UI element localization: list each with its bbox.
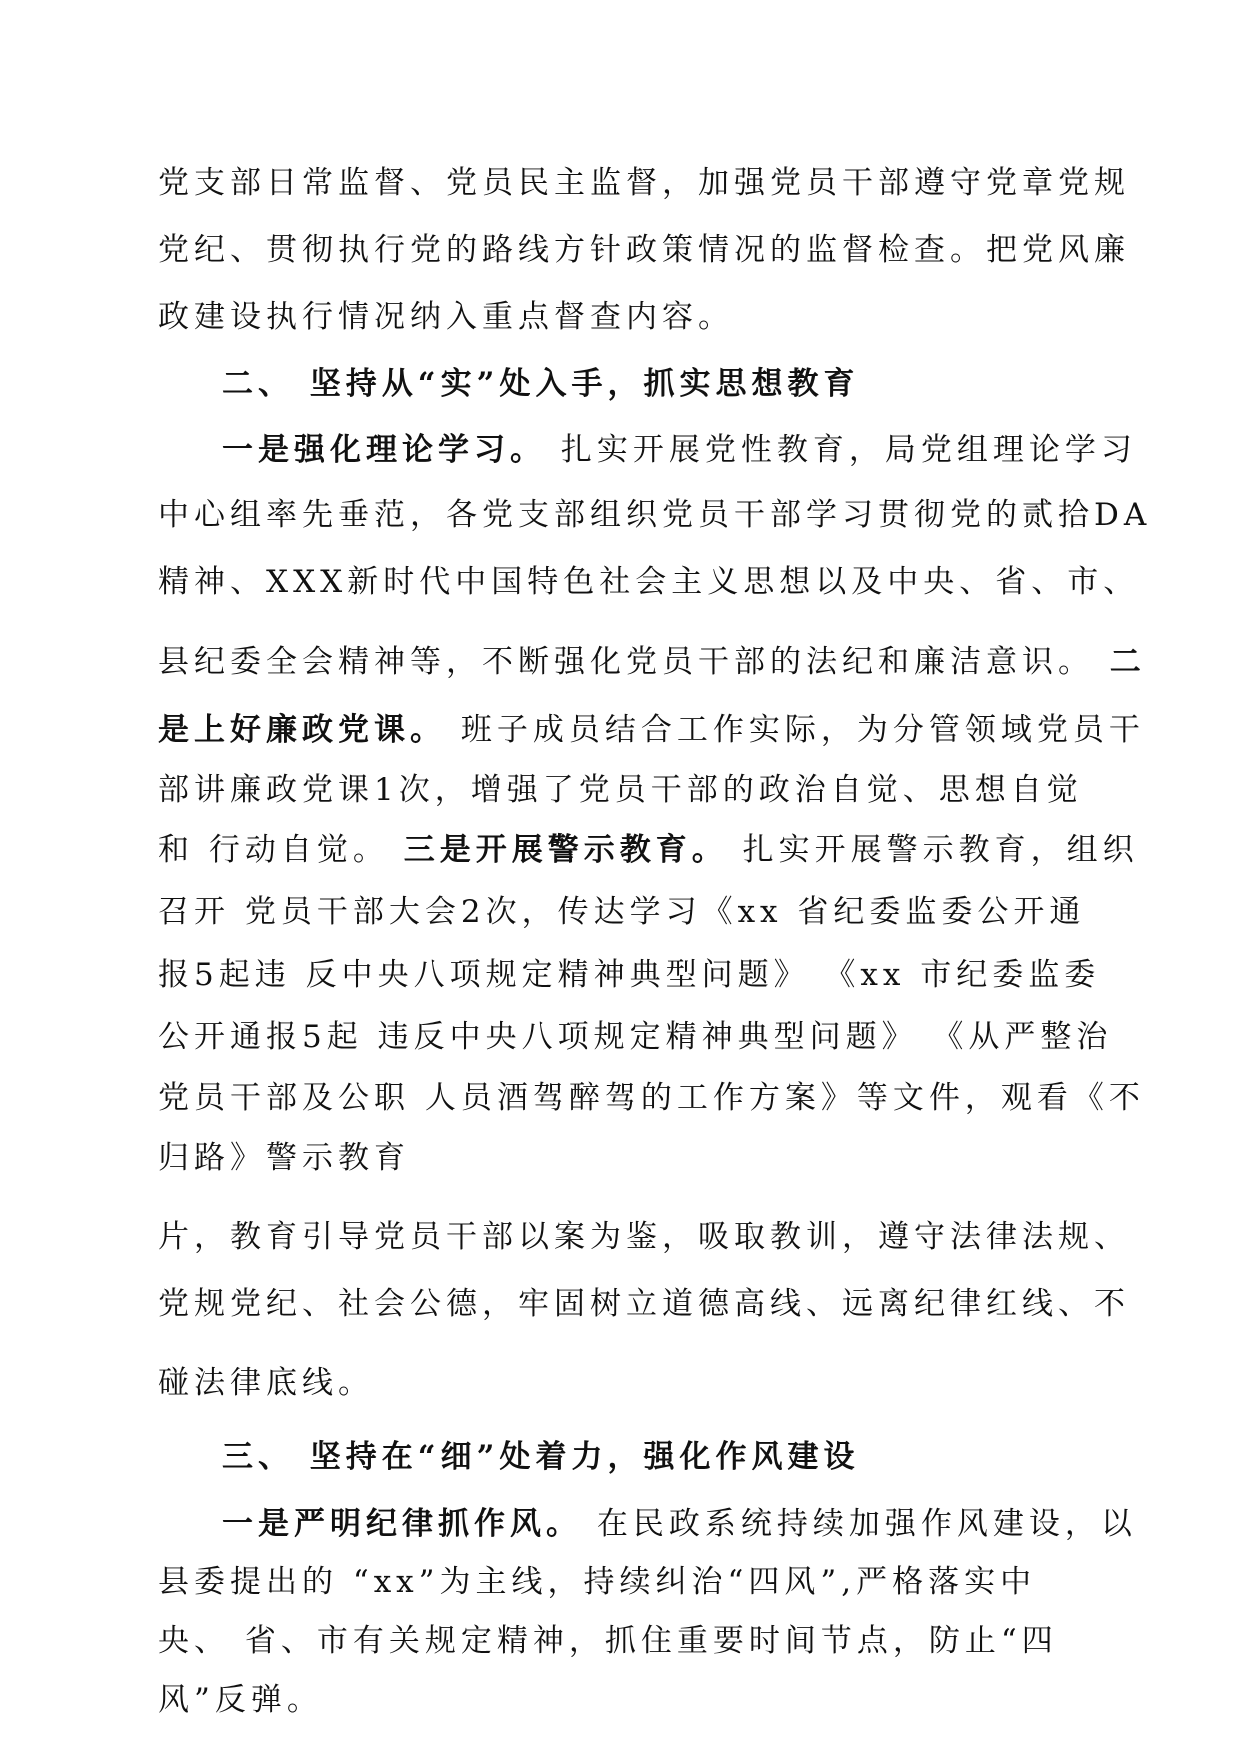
text-run: 党支部日常监督、党员民主监督，加强党员干部遵守党章党规 — [158, 165, 1130, 201]
text-line-2 — [158, 230, 1130, 270]
text-line-11 — [158, 830, 1139, 870]
text-run: 在民政系统持续加强作风建设，以 — [582, 1506, 1137, 1542]
text-run: 扎实开展党性教育，局党组理论学习 — [546, 432, 1137, 468]
text-line-12 — [158, 892, 1085, 932]
text-line-24 — [158, 1680, 323, 1720]
text-run: 召开 党员干部大会2次，传达学习《xx 省纪委监委公开通 — [158, 894, 1086, 930]
text-run: 党纪、贯彻执行党的路线方针政策情况的监督检查。把党风廉 — [158, 232, 1130, 268]
text-run: 党员干部及公职 人员酒驾醉驾的工作方案》等文件，观看《不 — [158, 1080, 1145, 1116]
text-line-1 — [158, 163, 1130, 203]
text-run: 公开通报5起 违反中央八项规定精神典型问题》 《从严整治 — [158, 1019, 1113, 1055]
text-run: 部讲廉政党课1次，增强了党员干部的政治自觉、思想自觉 — [158, 772, 1083, 808]
text-line-9 — [158, 710, 1145, 750]
text-run: 归路》警示教育 — [158, 1140, 410, 1176]
text-line-21 — [222, 1504, 1137, 1544]
text-line-17 — [158, 1217, 1130, 1257]
text-run: 碰法律底线。 — [158, 1365, 374, 1401]
text-run: 风”反弹。 — [158, 1682, 323, 1718]
text-run: 扎实开展警示教育，组织 — [727, 832, 1139, 868]
text-run: 片，教育引导党员干部以案为鉴，吸取教训，遵守法律法规、 — [158, 1219, 1130, 1255]
text-line-5 — [222, 430, 1137, 470]
text-run: 县委提出的 “xx”为主线，持续纠治“四风”,严格落实中 — [158, 1564, 1037, 1600]
subheading-run: 二 — [1094, 644, 1146, 680]
subheading-run: 一是强化理论学习。 — [222, 432, 546, 468]
text-line-14 — [158, 1017, 1112, 1057]
text-line-7 — [158, 562, 1139, 602]
text-line-3 — [158, 297, 734, 337]
text-run: 中心组率先垂范，各党支部组织党员干部学习贯彻党的贰拾DA — [158, 497, 1152, 533]
text-run: 班子成员结合工作实际，为分管领域党员干 — [446, 712, 1145, 748]
heading-text: 三、 坚持在“细”处着力，强化作风建设 — [222, 1439, 860, 1475]
text-line-23 — [158, 1621, 1058, 1661]
text-run: 和 行动自觉。 — [158, 832, 404, 868]
subheading-run: 三是开展警示教育。 — [403, 832, 728, 868]
text-line-16 — [158, 1138, 410, 1178]
heading-text: 二、 坚持从“实”处入手，抓实思想教育 — [222, 366, 860, 402]
text-line-6 — [158, 495, 1151, 535]
text-run: 党规党纪、社会公德，牢固树立道德高线、远离纪律红线、不 — [158, 1286, 1130, 1322]
section-heading-2 — [222, 364, 859, 404]
subheading-run: 一是严明纪律抓作风。 — [222, 1506, 582, 1542]
text-line-19 — [158, 1363, 374, 1403]
text-line-18 — [158, 1284, 1130, 1324]
text-line-8 — [158, 642, 1146, 682]
text-run: 政建设执行情况纳入重点督查内容。 — [158, 299, 734, 335]
section-heading-3 — [222, 1437, 859, 1477]
subheading-run: 是上好廉政党课。 — [158, 712, 446, 748]
text-run: 央、 省、市有关规定精神，抓住重要时间节点，防止“四 — [158, 1623, 1058, 1659]
text-line-10 — [158, 770, 1083, 810]
text-run: 县纪委全会精神等，不断强化党员干部的法纪和廉洁意识。 — [158, 644, 1094, 680]
text-line-13 — [158, 955, 1100, 995]
text-line-15 — [158, 1078, 1145, 1118]
text-line-22 — [158, 1562, 1036, 1602]
text-run: 精神、XXX新时代中国特色社会主义思想以及中央、省、市、 — [158, 564, 1140, 600]
text-run: 报5起违 反中央八项规定精神典型问题》 《xx 市纪委监委 — [158, 957, 1101, 993]
